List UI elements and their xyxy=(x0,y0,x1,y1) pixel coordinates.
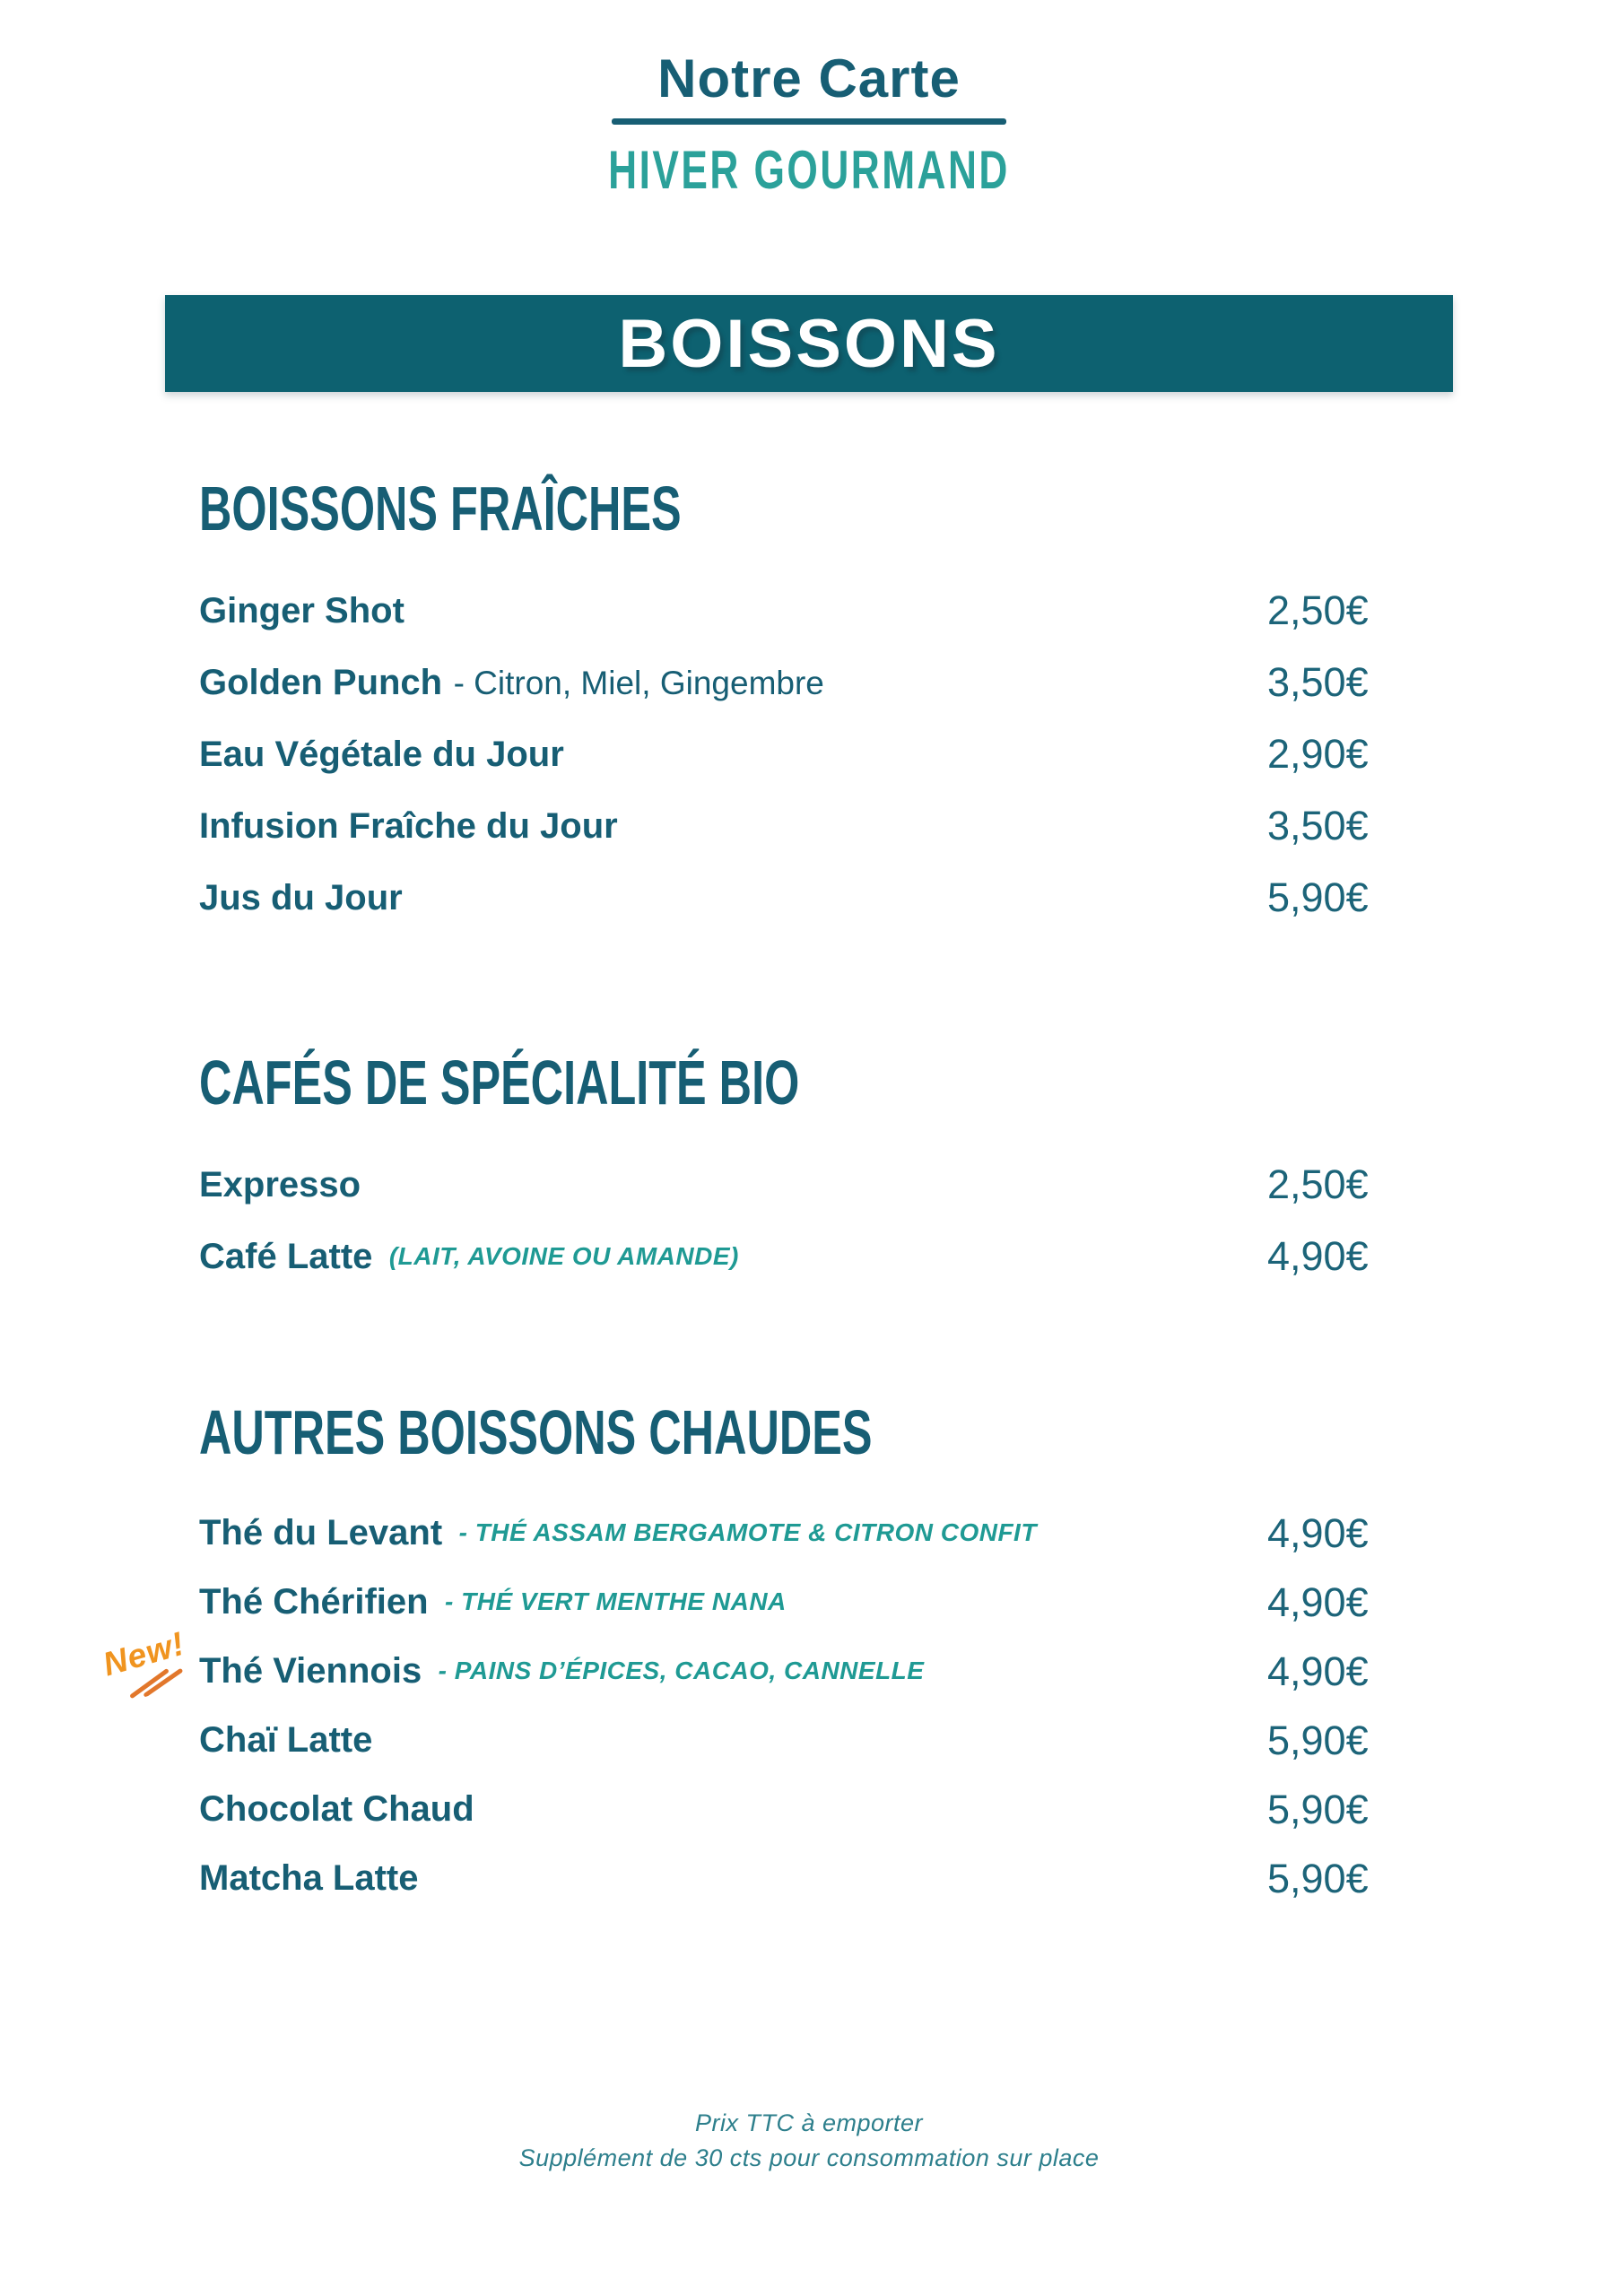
item-price: 5,90€ xyxy=(1267,874,1369,921)
item-label-group xyxy=(199,663,1267,703)
menu-item-row-infusion-fraiche xyxy=(199,790,1402,862)
item-price: 2,50€ xyxy=(1267,1161,1369,1208)
menu-item-row-matcha-latte xyxy=(199,1844,1402,1913)
item-label-group xyxy=(199,1858,1267,1899)
menu-subtitle: HIVER GOURMAND xyxy=(608,140,1010,201)
item-price: 2,50€ xyxy=(1267,587,1369,634)
item-note: (LAIT, AVOINE OU AMANDE) xyxy=(388,1241,739,1270)
item-name: Matcha Latte xyxy=(199,1858,419,1899)
item-name: Café Latte xyxy=(199,1236,373,1276)
item-name: Jus du Jour xyxy=(199,877,403,918)
item-note: - THÉ VERT MENTHE NANA xyxy=(445,1587,787,1616)
item-price: 4,90€ xyxy=(1267,1578,1369,1625)
footer-line-2: Supplément de 30 cts pour consommation sur place xyxy=(518,2144,1100,2172)
item-description: - Citron, Miel, Gingembre xyxy=(453,664,824,701)
item-name: Eau Végétale du Jour xyxy=(199,734,564,774)
item-name: Expresso xyxy=(199,1164,361,1205)
item-label-group xyxy=(199,1237,1267,1277)
item-price: 2,90€ xyxy=(1267,731,1369,778)
menu-item-row-ginger-shot xyxy=(199,575,1402,647)
section-boissons-fraiches xyxy=(199,474,1402,934)
item-name: Chaï Latte xyxy=(199,1720,373,1761)
banner-title: BOISSONS xyxy=(618,305,1000,382)
section-title-cafes xyxy=(199,1048,1402,1118)
item-price: 4,90€ xyxy=(1267,1233,1369,1280)
menu-item-row-the-viennois xyxy=(99,1624,1402,1706)
item-note: - THÉ ASSAM BERGAMOTE & CITRON CONFIT xyxy=(458,1518,1037,1547)
item-label-group xyxy=(199,1789,1267,1830)
item-price: 5,90€ xyxy=(1267,1786,1369,1832)
item-label-group xyxy=(199,735,1267,775)
section-title-chaudes xyxy=(199,1397,1402,1468)
item-price: 5,90€ xyxy=(1267,1855,1369,1901)
menu-item-row-expresso xyxy=(199,1149,1402,1221)
section-cafes-specialite-bio xyxy=(199,1048,1402,1292)
section-title-text: CAFÉS DE SPÉCIALITÉ BIO xyxy=(199,1048,800,1118)
item-label-group xyxy=(199,806,1267,847)
new-badge-label: New! xyxy=(99,1624,189,1683)
menu-footer xyxy=(0,2106,1618,2176)
item-name: Golden Punch xyxy=(199,662,443,702)
item-price: 4,90€ xyxy=(1267,1509,1369,1556)
menu-item-row-chai-latte xyxy=(199,1706,1402,1775)
item-label-group xyxy=(199,878,1267,918)
menu-item-row-cafe-latte xyxy=(199,1221,1402,1292)
footer-line-1: Prix TTC à emporter xyxy=(694,2109,924,2136)
item-label-group xyxy=(199,1165,1267,1205)
menu-title: Notre Carte xyxy=(657,48,961,109)
item-label-group xyxy=(199,1582,1267,1622)
item-price: 3,50€ xyxy=(1267,803,1369,849)
item-name: Infusion Fraîche du Jour xyxy=(199,805,618,846)
section-title-text: BOISSONS FRAÎCHES xyxy=(199,474,682,544)
item-label-group xyxy=(199,1513,1267,1553)
item-label-group xyxy=(199,1651,1267,1692)
item-name: Ginger Shot xyxy=(199,590,404,631)
menu-item-row-the-cherifien xyxy=(199,1568,1402,1637)
section-title-boissons-fraiches xyxy=(199,474,1402,544)
new-badge xyxy=(99,1624,196,1706)
menu-header xyxy=(0,0,1618,201)
menu-item-row-eau-vegetale xyxy=(199,718,1402,790)
item-price: 3,50€ xyxy=(1267,659,1369,706)
menu-item-row-jus-du-jour xyxy=(199,862,1402,934)
menu-item-row-golden-punch xyxy=(199,647,1402,718)
item-price: 4,90€ xyxy=(1267,1648,1369,1694)
section-title-text: AUTRES BOISSONS CHAUDES xyxy=(199,1397,873,1468)
item-name: Chocolat Chaud xyxy=(199,1789,474,1830)
menu-content xyxy=(0,474,1618,1913)
item-name: Thé Viennois xyxy=(199,1651,422,1692)
title-underline-rule xyxy=(612,118,1006,125)
item-note: - PAINS D’ÉPICES, CACAO, CANNELLE xyxy=(438,1657,925,1685)
item-label-group xyxy=(199,1720,1267,1761)
item-label-group xyxy=(199,591,1267,631)
item-price: 5,90€ xyxy=(1267,1717,1369,1763)
item-name: Thé Chérifien xyxy=(199,1582,429,1622)
boissons-banner xyxy=(165,295,1453,392)
menu-item-row-the-du-levant xyxy=(199,1499,1402,1568)
item-name: Thé du Levant xyxy=(199,1513,443,1553)
menu-item-row-chocolat-chaud xyxy=(199,1775,1402,1844)
section-autres-boissons-chaudes xyxy=(99,1397,1402,1913)
